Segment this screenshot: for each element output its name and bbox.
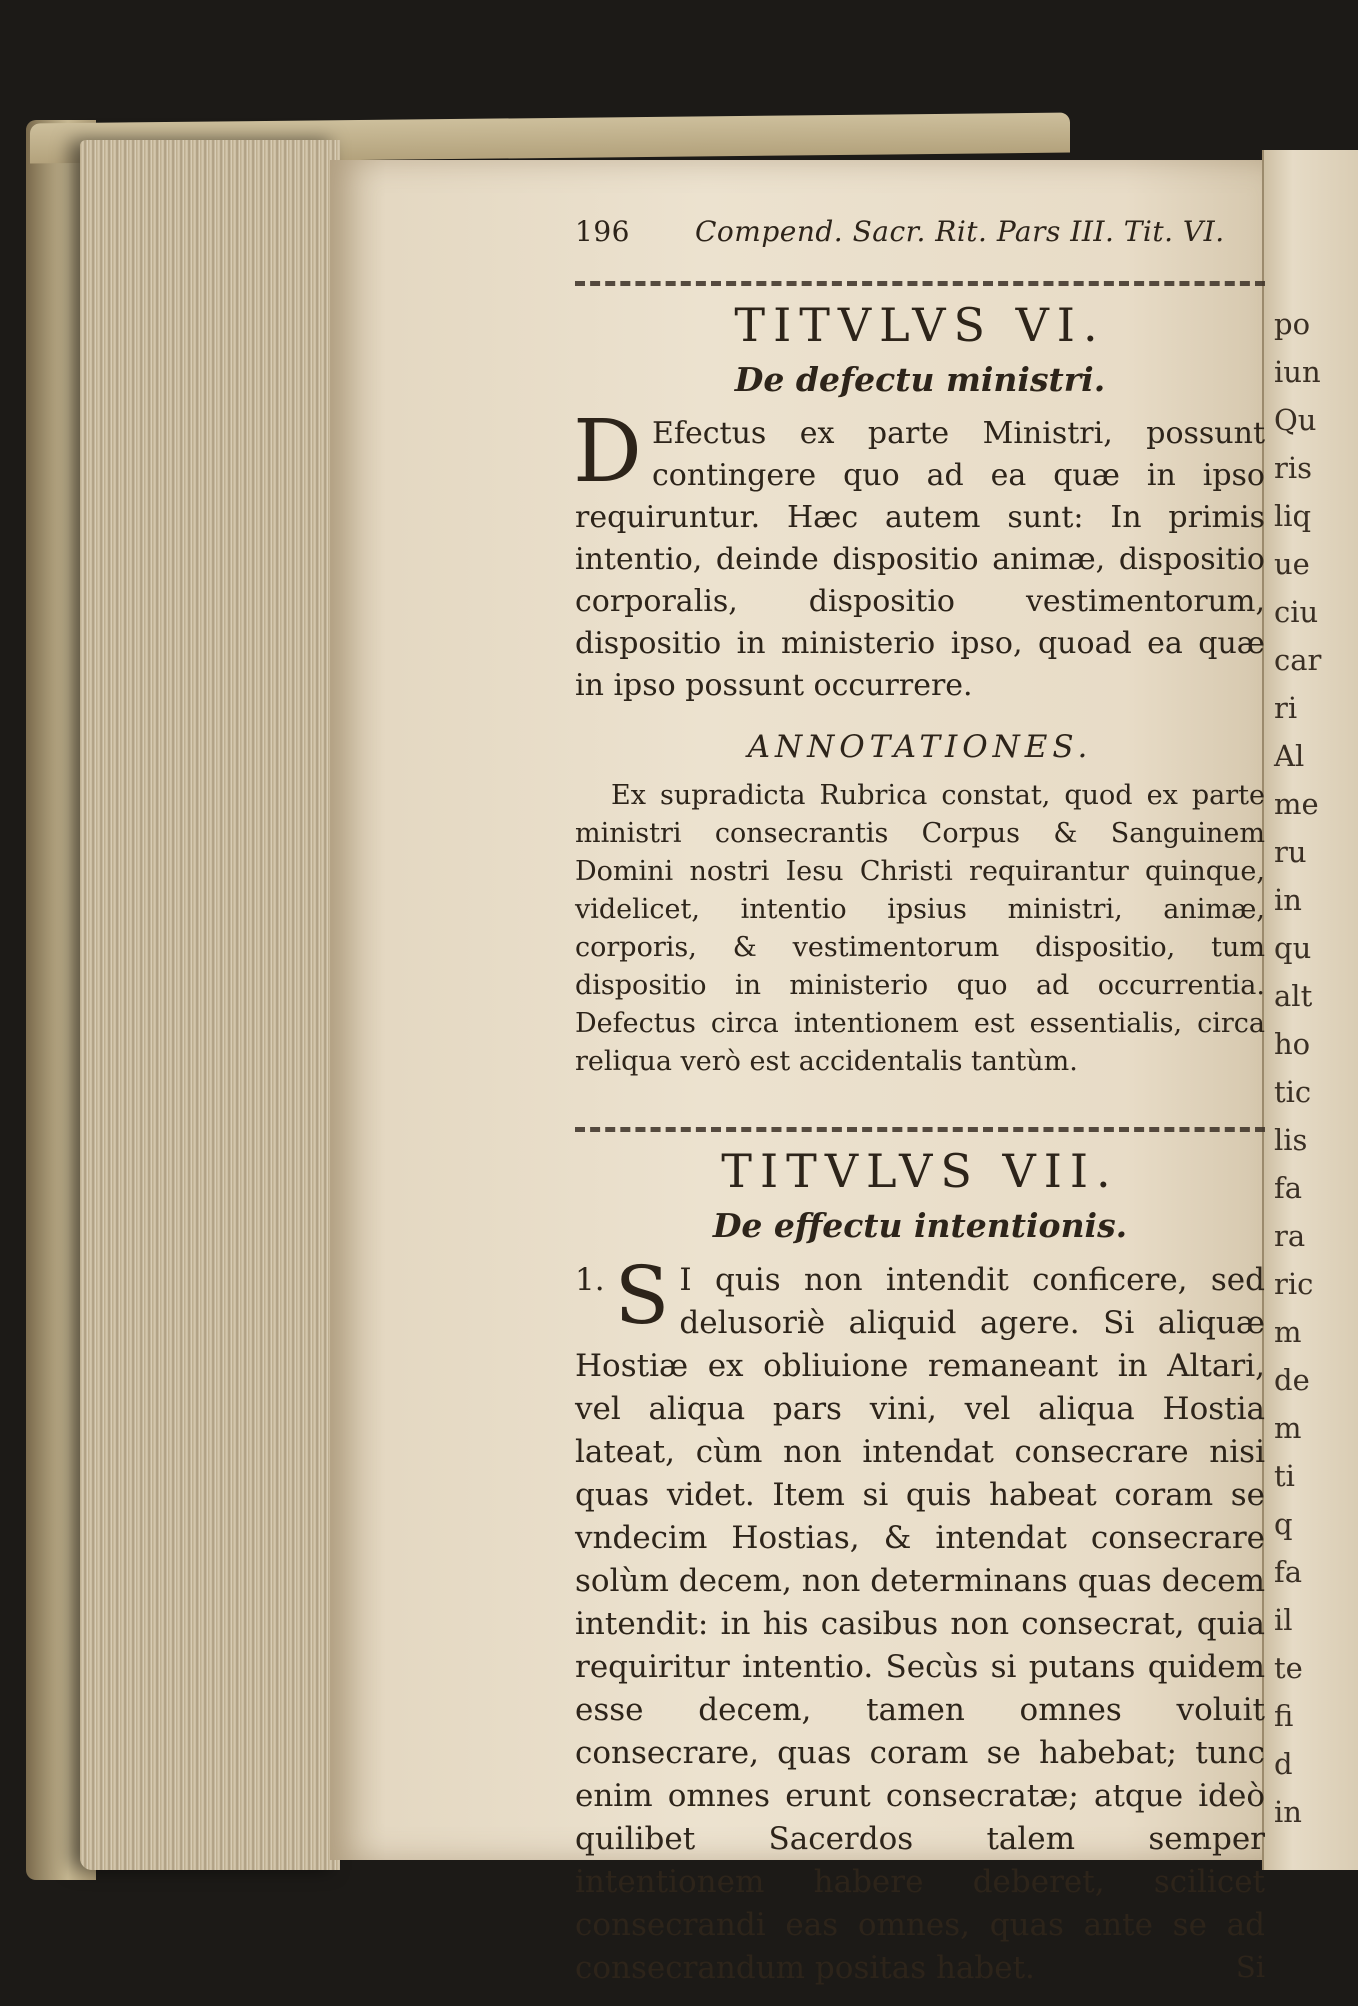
- titulus-vii-title: TITVLVS VII.: [721, 1144, 1119, 1198]
- catchword: Si: [1235, 1950, 1265, 1984]
- annotations-heading: ANNOTATIONES.: [747, 729, 1093, 765]
- facing-page-fragment: ti: [1274, 1459, 1295, 1493]
- facing-page-fragment: m: [1274, 1411, 1302, 1445]
- facing-page-fragment: il: [1274, 1603, 1293, 1637]
- facing-page-fragment: qu: [1274, 931, 1312, 965]
- facing-page-fragment: fa: [1274, 1555, 1303, 1589]
- facing-page-fragment: ri: [1274, 691, 1298, 725]
- facing-page-fragment: ric: [1274, 1267, 1314, 1301]
- facing-page-fragment: q: [1274, 1507, 1293, 1541]
- titulus-vi-subtitle: De defectu ministri.: [734, 360, 1106, 399]
- titulus-vi-title: TITVLVS VI.: [734, 298, 1106, 352]
- facing-page-fragment: me: [1274, 787, 1319, 821]
- titulus-vi-text: Efectus ex parte Ministri, possunt contingere quo ad ea quæ in ipso requiruntur. Hæc autem sunt: In primis intentio, deinde dispositio animæ, dispositio corporalis, dispositio vestimentorum, dispositio in ministerio ipso, quoad ea quæ in ipso possunt occurrere.: [575, 416, 1265, 703]
- facing-page-fragment: Qu: [1274, 403, 1317, 437]
- facing-page-fragment: m: [1274, 1315, 1302, 1349]
- drop-cap: S: [614, 1249, 670, 1342]
- titulus-vii-subtitle: De effectu intentionis.: [712, 1206, 1128, 1245]
- facing-page-fragment: ue: [1274, 547, 1310, 581]
- titulus-vii-paragraph: [575, 1249, 1265, 1990]
- facing-page-fragment: po: [1274, 307, 1311, 341]
- facing-page-fragment: tic: [1274, 1075, 1312, 1109]
- facing-page-fragment: te: [1274, 1651, 1303, 1685]
- facing-page-fragment: iun: [1274, 355, 1321, 389]
- ornamental-rule: [575, 281, 1265, 286]
- facing-page-fragment: fa: [1274, 1171, 1303, 1205]
- drop-cap: D: [573, 402, 642, 502]
- page-content: [575, 215, 1265, 1984]
- facing-page-fragment: in: [1274, 883, 1302, 917]
- page-number: 196: [575, 215, 630, 248]
- facing-page-fragment: Al: [1274, 739, 1305, 773]
- facing-page-fragment: d: [1274, 1747, 1293, 1781]
- running-header: [575, 215, 1265, 261]
- titulus-vi-paragraph: [573, 402, 1265, 707]
- facing-page-fragment: liq: [1274, 499, 1312, 533]
- page-edges: [80, 140, 340, 1870]
- facing-page-fragment: alt: [1274, 979, 1313, 1013]
- facing-page-fragment: car: [1274, 643, 1322, 677]
- facing-page-fragment: ru: [1274, 835, 1307, 869]
- titulus-vii-text: I quis non intendit conficere, sed delusoriè aliquid agere. Si aliquæ Hostiæ ex obliuione remaneant in Altari, vel aliqua pars vini, vel aliqua Hostia lateat, cùm non intendat consecrare nisi quas videt. Item si quis habeat coram se vndecim Hostias, & intendat consecrare solùm decem, non determinans quas decem intendit: in his casibus non consecrat, quia requiritur intentio. Secùs si putans quidem esse decem, tamen omnes voluit consecrare, quas coram se habebat; tunc enim omnes erunt consecratæ; atque ideò quilibet Sacerdos talem semper intentionem habere deberet, scilicet consecrandi eas omnes, quas ante se ad consecrandum positas habet.: [575, 1262, 1265, 1986]
- running-title: Compend. Sacr. Rit. Pars III. Tit. VI.: [695, 215, 1225, 248]
- facing-page-fragment: fi: [1274, 1699, 1294, 1733]
- facing-page-fragment: de: [1274, 1363, 1310, 1397]
- facing-page-fragment: ra: [1274, 1219, 1306, 1253]
- facing-page: [1262, 150, 1358, 1870]
- facing-page-fragment: in: [1274, 1795, 1302, 1829]
- paragraph-number: 1.: [575, 1262, 605, 1298]
- facing-page-fragment: lis: [1274, 1123, 1308, 1157]
- facing-page-fragment: ris: [1274, 451, 1313, 485]
- facing-page-fragment: ciu: [1274, 595, 1319, 629]
- ornamental-rule: [575, 1127, 1265, 1132]
- annotations-text: Ex supradicta Rubrica constat, quod ex parte ministri consecrantis Corpus & Sanguinem Domini nostri Iesu Christi requirantur quinque, videlicet, intentio ipsius ministri, animæ, corporis, & vestimentorum dispositio, tum dispositio in ministerio quo ad occurrentia. Defectus circa intentionem est essentialis, circa reliqua verò est accidentalis tantùm.: [575, 780, 1265, 1077]
- facing-page-fragment: ho: [1274, 1027, 1311, 1061]
